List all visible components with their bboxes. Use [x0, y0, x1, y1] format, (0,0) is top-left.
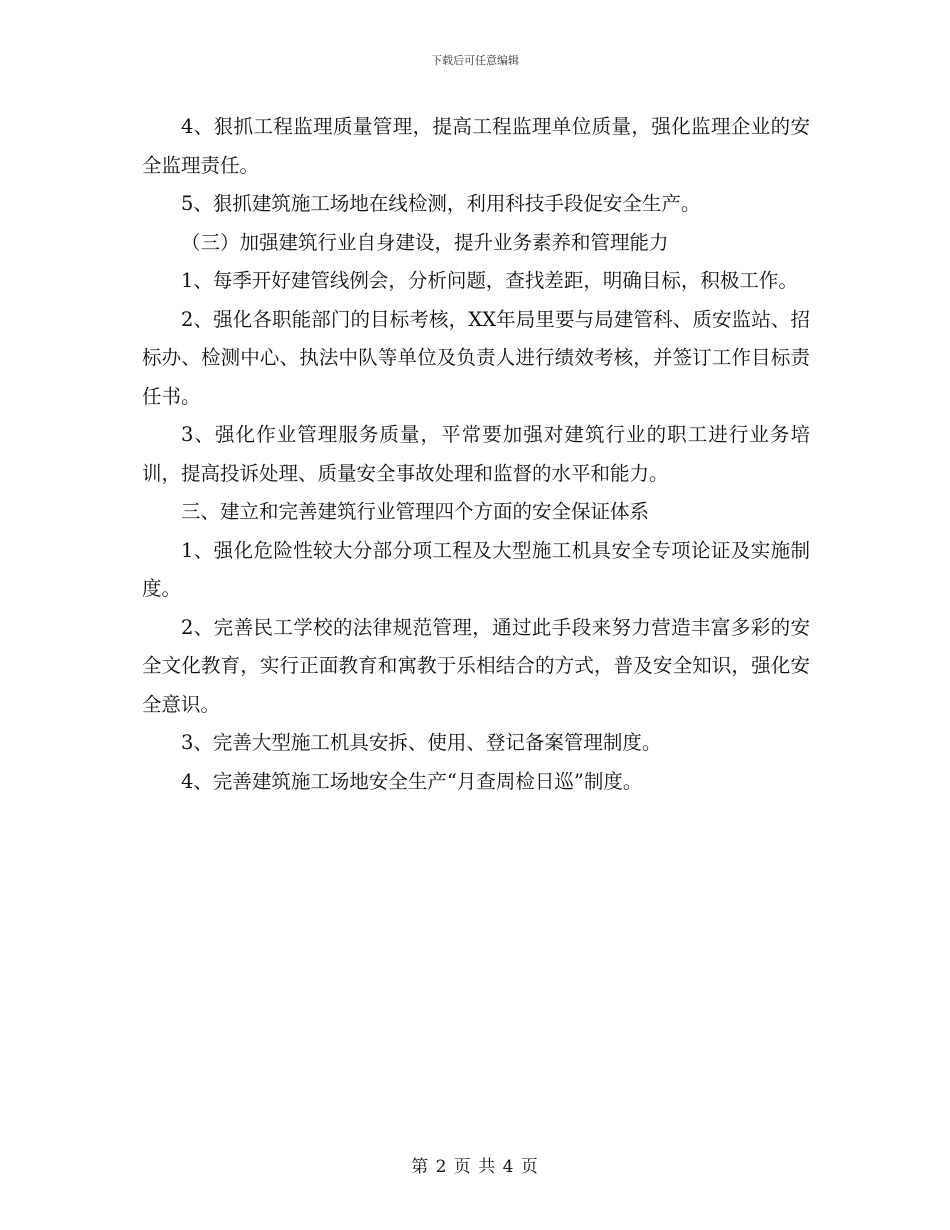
section-heading: 三、建立和完善建筑行业管理四个方面的安全保证体系 [181, 500, 650, 523]
paragraph: 5、狠抓建筑施工场地在线检测，利用科技手段促安全生产。 [181, 192, 701, 215]
paragraph: 3、完善大型施工机具安拆、使用、登记备案管理制度。 [181, 731, 662, 754]
paragraph: 4、完善建筑施工场地安全生产“月查周检日巡”制度。 [181, 769, 643, 793]
document-body [142, 108, 810, 801]
paragraph: 2、强化各职能部门的目标考核，XX年局里要与局建管科、质安监站、招标办、检测中心、执法中队等单位及负责人进行绩效考核，并签订工作目标责任书。 [142, 307, 810, 408]
page-footer: 第 2 页 共 4 页 [411, 1157, 539, 1177]
section-heading: （三）加强建筑行业自身建设，提升业务素养和管理能力 [181, 230, 669, 254]
paragraph: 1、强化危险性较大分部分项工程及大型施工机具安全专项论证及实施制度。 [142, 538, 810, 600]
page-header: 下载后可任意编辑 [431, 54, 519, 67]
paragraph: 2、完善民工学校的法律规范管理，通过此手段来努力营造丰富多彩的安全文化教育，实行正面教育和寓教于乐相结合的方式，普及安全知识，强化安全意识。 [142, 615, 810, 716]
paragraph: 3、强化作业管理服务质量，平常要加强对建筑行业的职工进行业务培训，提高投诉处理、质量安全事故处理和监督的水平和能力。 [142, 423, 810, 485]
paragraph: 1、每季开好建管线例会，分析问题，查找差距，明确目标，积极工作。 [181, 269, 798, 292]
paragraph: 4、狠抓工程监理质量管理，提高工程监理单位质量，强化监理企业的安全监理责任。 [142, 115, 810, 177]
